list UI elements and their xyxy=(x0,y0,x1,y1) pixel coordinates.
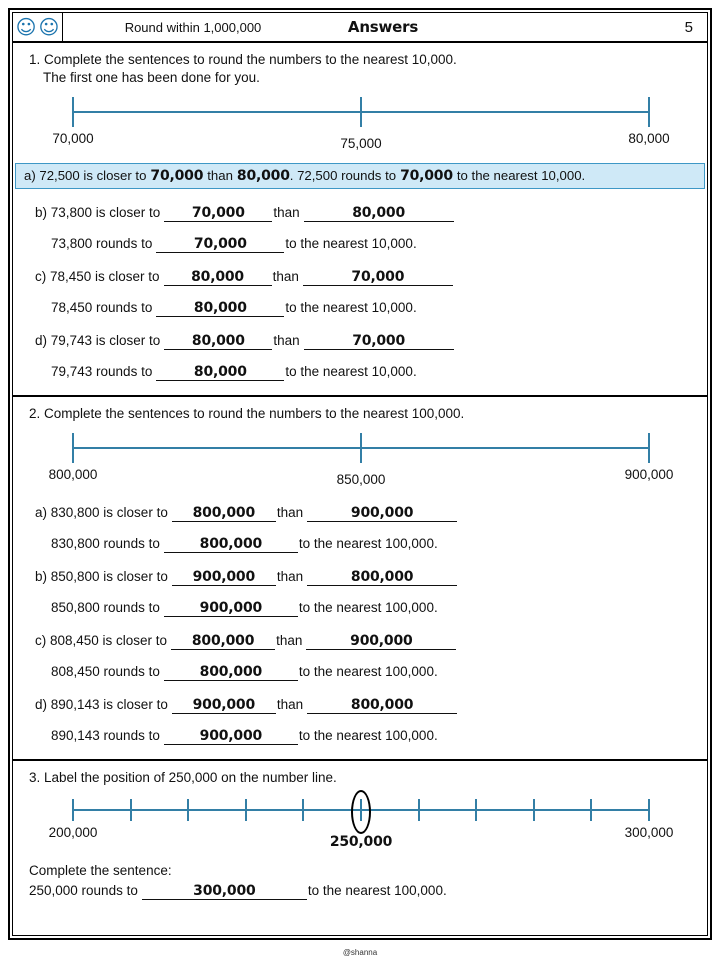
tick-mark xyxy=(360,97,362,127)
answer-blank xyxy=(172,697,276,714)
example-text: to the nearest 10,000. xyxy=(456,168,586,183)
tick-mark xyxy=(72,799,74,821)
question-text: 808,450 rounds to xyxy=(51,664,160,679)
answer-text: 800,000 xyxy=(199,664,263,680)
question-row-closer xyxy=(35,505,693,522)
example-answer: 80,000 xyxy=(236,168,290,184)
answer-blank xyxy=(156,364,284,381)
section-1 xyxy=(13,52,707,395)
question-row-rounds xyxy=(51,236,693,253)
page-border xyxy=(8,8,712,940)
example-text: than xyxy=(207,168,233,183)
page-inner-border xyxy=(12,12,708,936)
answer-blank xyxy=(164,664,298,681)
number-line-3 xyxy=(73,799,649,821)
question-text: to the nearest 100,000. xyxy=(307,883,447,898)
question-text: 890,143 rounds to xyxy=(51,728,160,743)
tick-mark xyxy=(187,799,189,821)
question-row-rounds xyxy=(51,300,693,317)
section-2 xyxy=(13,395,707,759)
tick-mark xyxy=(130,799,132,821)
numberline-label-right: 80,000 xyxy=(628,131,670,146)
answer-text: 900,000 xyxy=(192,569,256,585)
answer-text: 80,000 xyxy=(193,300,247,316)
answer-blank xyxy=(304,333,454,350)
smiley-icons xyxy=(13,13,63,41)
answer-blank xyxy=(156,300,284,317)
question-text: to the nearest 10,000. xyxy=(285,236,417,251)
number-line-2-labels xyxy=(48,467,674,489)
question-text: than xyxy=(276,697,304,712)
question-text: to the nearest 100,000. xyxy=(298,664,438,679)
question-row-rounds xyxy=(51,536,693,553)
question-text: to the nearest 10,000. xyxy=(285,364,417,379)
tick-mark xyxy=(590,799,592,821)
question-row-closer xyxy=(35,205,693,222)
question-row-closer xyxy=(35,569,693,586)
question-text: c) 78,450 is closer to xyxy=(35,269,160,284)
question-row-closer xyxy=(35,269,693,286)
question-row-rounds xyxy=(51,364,693,381)
answer-text: 900,000 xyxy=(350,505,414,521)
answer-text: 70,000 xyxy=(351,269,405,285)
answer-text: 800,000 xyxy=(350,697,414,713)
example-answer-row xyxy=(15,163,705,189)
answer-text: 80,000 xyxy=(193,364,247,380)
answer-blank xyxy=(164,536,298,553)
answer-text: 900,000 xyxy=(192,697,256,713)
answer-blank xyxy=(164,333,272,350)
numberline-label-right: 300,000 xyxy=(624,825,674,840)
question-row-closer xyxy=(35,697,693,714)
numberline-label-left: 70,000 xyxy=(52,131,94,146)
answer-blank xyxy=(164,269,272,286)
complete-sentence-lead: Complete the sentence: xyxy=(29,863,172,878)
tick-mark xyxy=(72,433,74,463)
question-row-rounds xyxy=(51,728,693,745)
section-3 xyxy=(13,759,707,914)
question-text: to the nearest 100,000. xyxy=(298,536,438,551)
question-text: b) 73,800 is closer to xyxy=(35,205,161,220)
answer-text: 80,000 xyxy=(191,333,245,349)
answer-blank xyxy=(171,633,275,650)
smiley-icon: ☺ xyxy=(15,15,37,39)
answer-text: 800,000 xyxy=(350,569,414,585)
question-text: 830,800 rounds to xyxy=(51,536,160,551)
answer-text: 900,000 xyxy=(199,600,263,616)
smiley-icon: ☺ xyxy=(38,15,60,39)
example-text: . 72,500 rounds to xyxy=(289,168,397,183)
numberline-label-left: 800,000 xyxy=(48,467,98,482)
number-line-1-labels xyxy=(52,131,670,153)
question-text: to the nearest 100,000. xyxy=(298,728,438,743)
question-text: d) 79,743 is closer to xyxy=(35,333,161,348)
numberline-label-right: 900,000 xyxy=(624,467,674,482)
answer-blank xyxy=(142,883,307,900)
question-text: than xyxy=(276,633,303,648)
example-answer: 70,000 xyxy=(400,168,453,184)
section1-instruction: 1. Complete the sentences to round the numbers to the nearest 10,000. xyxy=(29,52,457,67)
section1-note: The first one has been done for you. xyxy=(43,70,260,85)
tick-mark xyxy=(648,799,650,821)
question-row-rounds xyxy=(51,600,693,617)
answer-text: 70,000 xyxy=(352,333,406,349)
answer-text: 800,000 xyxy=(199,536,263,552)
credit-text: @shanna xyxy=(342,948,378,957)
number-line-1 xyxy=(73,97,649,127)
answer-text: 800,000 xyxy=(191,633,255,649)
section2-instruction: 2. Complete the sentences to round the numbers to the nearest 100,000. xyxy=(29,406,465,421)
answer-blank xyxy=(156,236,284,253)
numberline-answer-label: 250,000 xyxy=(329,834,393,850)
question-row-closer xyxy=(35,333,693,350)
tick-mark xyxy=(648,433,650,463)
question-text: to the nearest 100,000. xyxy=(298,600,438,615)
section3-instruction: 3. Label the position of 250,000 on the number line. xyxy=(29,770,337,785)
answer-blank xyxy=(303,269,453,286)
answer-blank xyxy=(304,205,454,222)
worksheet-title: Round within 1,000,000 xyxy=(124,19,262,35)
answer-text: 900,000 xyxy=(350,633,413,649)
question-text: 79,743 rounds to xyxy=(51,364,153,379)
answer-text: 900,000 xyxy=(199,728,263,744)
answer-blank xyxy=(164,600,298,617)
answer-blank xyxy=(307,505,457,522)
question-row-rounds xyxy=(51,664,693,681)
answer-blank xyxy=(307,569,457,586)
answer-text: 70,000 xyxy=(191,205,245,221)
numberline-label-left: 200,000 xyxy=(48,825,98,840)
question-text: than xyxy=(273,205,300,220)
answer-text: 70,000 xyxy=(193,236,247,252)
answer-blank xyxy=(172,505,276,522)
question-text: 73,800 rounds to xyxy=(51,236,153,251)
answer-text: 80,000 xyxy=(191,269,244,285)
answer-blank xyxy=(307,697,457,714)
question-text: b) 850,800 is closer to xyxy=(35,569,168,584)
tick-mark xyxy=(533,799,535,821)
tick-mark xyxy=(648,97,650,127)
answer-text: 300,000 xyxy=(193,883,256,899)
answer-blank xyxy=(306,633,456,650)
question-text: 78,450 rounds to xyxy=(51,300,153,315)
number-line-2 xyxy=(73,433,649,463)
answers-label: Answers xyxy=(347,18,419,36)
tick-mark xyxy=(245,799,247,821)
question-text: than xyxy=(272,269,299,284)
tick-mark xyxy=(302,799,304,821)
question-row-rounds xyxy=(29,883,693,900)
number-line-3-labels xyxy=(48,825,674,850)
question-text: 850,800 rounds to xyxy=(51,600,160,615)
tick-mark xyxy=(72,97,74,127)
question-row-closer xyxy=(35,633,693,650)
answer-text: 80,000 xyxy=(352,205,406,221)
example-answer: 70,000 xyxy=(150,168,204,184)
numberline-label-middle: 75,000 xyxy=(340,136,382,151)
question-text: to the nearest 10,000. xyxy=(285,300,417,315)
question-text: a) 830,800 is closer to xyxy=(35,505,168,520)
page-number: 5 xyxy=(684,18,693,36)
question-text: d) 890,143 is closer to xyxy=(35,697,168,712)
tick-mark xyxy=(360,433,362,463)
tick-mark xyxy=(475,799,477,821)
answer-blank xyxy=(172,569,276,586)
tick-mark xyxy=(418,799,420,821)
example-text: a) 72,500 is closer to xyxy=(24,168,147,183)
question-text: than xyxy=(276,505,304,520)
question-text: than xyxy=(273,333,300,348)
answer-blank xyxy=(164,728,298,745)
header xyxy=(13,13,707,43)
answer-blank xyxy=(164,205,272,222)
answer-text: 800,000 xyxy=(192,505,256,521)
question-text: c) 808,450 is closer to xyxy=(35,633,168,648)
question-text: than xyxy=(276,569,304,584)
numberline-label-middle: 850,000 xyxy=(336,472,386,487)
question-text: 250,000 rounds to xyxy=(29,883,138,898)
